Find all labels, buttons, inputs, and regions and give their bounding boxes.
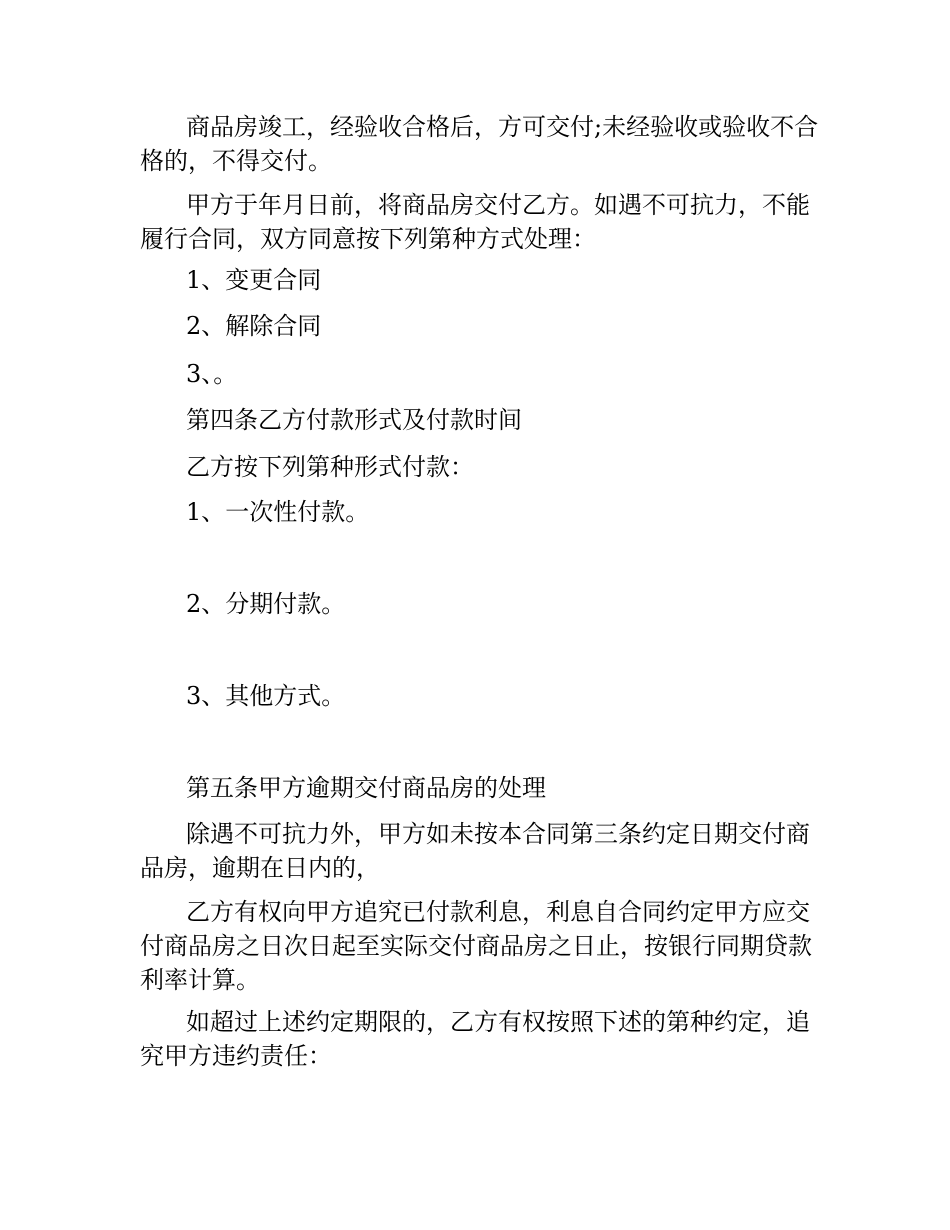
article-four-heading: 第四条乙方付款形式及付款时间 — [186, 406, 522, 434]
list-item-terminate-contract: 2、解除合同 — [186, 312, 322, 340]
paragraph-delivery-date: 甲方于年月日前，将商品房交付乙方。如遇不可抗力，不能履行合同，双方同意按下列第种方式处理： — [140, 191, 810, 253]
list-item-other-handling: 3、。 — [186, 360, 238, 388]
list-item-installment-payment: 2、分期付款。 — [186, 590, 346, 618]
list-item-other-payment: 3、其他方式。 — [186, 682, 346, 710]
article-five-heading: 第五条甲方逾期交付商品房的处理 — [186, 774, 546, 802]
list-item-lump-sum-payment: 1、一次性付款。 — [186, 498, 370, 526]
paragraph-interest-calculation: 乙方有权向甲方追究已付款利息，利息自合同约定甲方应交付商品房之日次日起至实际交付商品房之日止，按银行同期贷款利率计算。 — [140, 898, 812, 994]
paragraph-delivery-acceptance: 商品房竣工，经验收合格后，方可交付;未经验收或验收不合格的，不得交付。 — [140, 113, 819, 175]
list-item-change-contract: 1、变更合同 — [186, 266, 322, 294]
paragraph-breach-liability: 如超过上述约定期限的，乙方有权按照下述的第种约定，追究甲方违约责任： — [140, 1008, 810, 1070]
paragraph-late-delivery: 除遇不可抗力外，甲方如未按本合同第三条约定日期交付商品房，逾期在日内的， — [140, 820, 810, 882]
paragraph-payment-method: 乙方按下列第种形式付款： — [186, 453, 474, 481]
